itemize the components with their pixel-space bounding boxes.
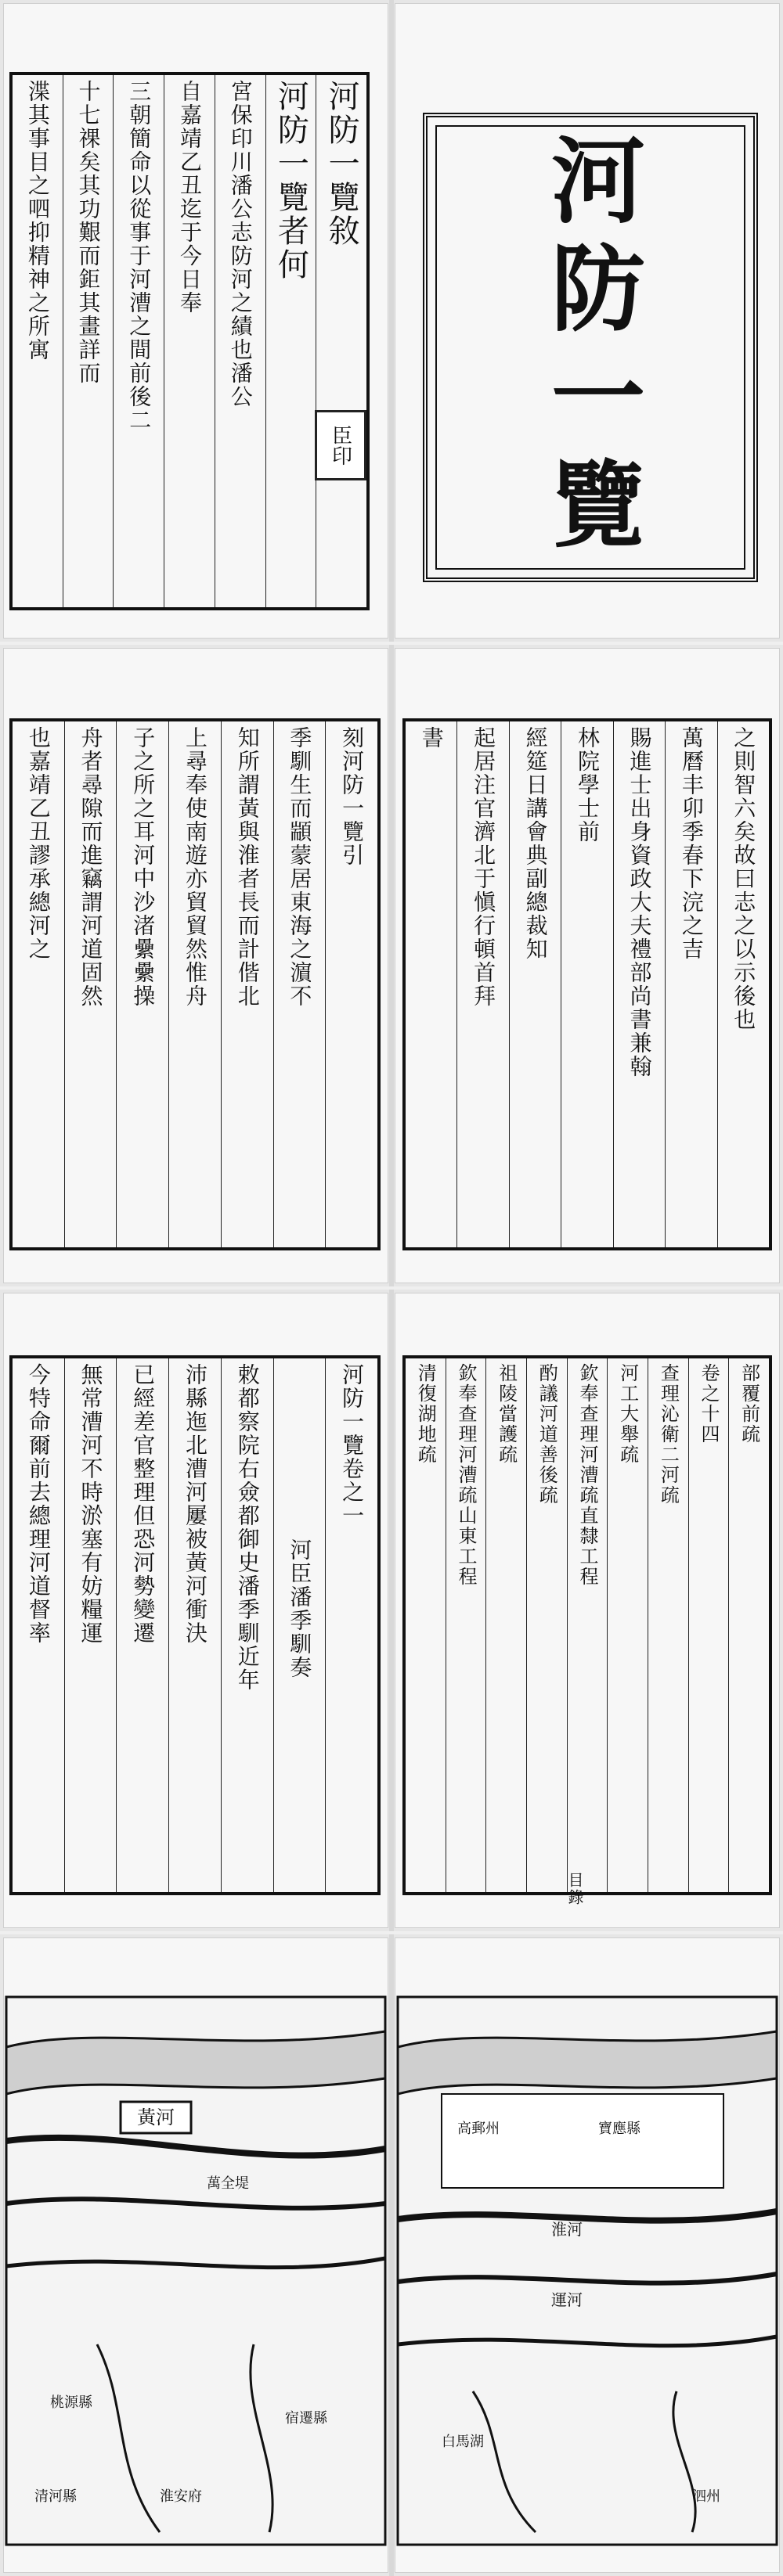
column bbox=[509, 721, 561, 1247]
column-text: 今特命爾前去總理河道督率 bbox=[25, 1363, 52, 1645]
column-text: 上尋奉使南遊亦貿貿然惟舟 bbox=[182, 726, 208, 1008]
column bbox=[717, 721, 769, 1247]
column-text: 自嘉靖乙丑迄于今日奉 bbox=[176, 80, 203, 315]
column bbox=[567, 1358, 608, 1892]
page-fold bbox=[389, 1290, 394, 1931]
column-text: 河臣潘季馴奏 bbox=[287, 1538, 313, 1679]
map-label: 淮安府 bbox=[160, 2488, 202, 2505]
column bbox=[273, 721, 326, 1247]
column-text: 子之所之耳河中沙渚纍纍操 bbox=[130, 726, 157, 1008]
row2-right-page bbox=[395, 648, 780, 1283]
column-text: 沛縣迤北漕河屢被黃河衝決 bbox=[182, 1363, 208, 1645]
river-band bbox=[6, 2031, 385, 2094]
row3-right-page bbox=[395, 1293, 780, 1928]
column-text: 刻河防一覽引 bbox=[339, 726, 366, 867]
column-text: 賜進士出身資政大夫禮部尚書兼翰 bbox=[626, 726, 653, 1078]
page-fold bbox=[389, 1934, 394, 2576]
column bbox=[613, 721, 665, 1247]
column-text: 林院學士前 bbox=[575, 726, 601, 844]
column bbox=[221, 721, 273, 1247]
map-label: 萬全堤 bbox=[207, 2175, 249, 2192]
column-text: 三朝簡命以從事于河漕之間前後二 bbox=[126, 80, 153, 432]
column-text: 經筵日講會典副總裁知 bbox=[522, 726, 549, 961]
column bbox=[607, 1358, 648, 1892]
river-map-right bbox=[395, 1937, 780, 2573]
column-text: 起居注官濟北于愼行頓首拜 bbox=[471, 726, 497, 1008]
page-fold bbox=[389, 645, 394, 1286]
column-text: 渫其事目之呬抑精神之所寓 bbox=[24, 80, 51, 362]
column-text: 十七祼矣其功艱而鉅其畫詳而 bbox=[75, 80, 102, 385]
row1-left-columns bbox=[13, 75, 366, 607]
column-text: 祖陵當護疏 bbox=[495, 1363, 518, 1465]
map-label: 黃河 bbox=[137, 2106, 175, 2128]
column-text: 部覆前疏 bbox=[738, 1363, 760, 1445]
column-text: 查理沁衛二河疏 bbox=[657, 1363, 680, 1506]
column bbox=[688, 1358, 729, 1892]
column bbox=[164, 75, 215, 607]
column bbox=[273, 1358, 326, 1892]
column bbox=[168, 1358, 221, 1892]
row3-left-columns bbox=[13, 1358, 377, 1892]
column bbox=[561, 721, 612, 1247]
map-label: 運河 bbox=[551, 2290, 583, 2309]
row2-left-page bbox=[3, 648, 388, 1283]
column bbox=[648, 1358, 688, 1892]
column bbox=[64, 721, 117, 1247]
map-label: 清河縣 bbox=[34, 2488, 77, 2505]
row1-left-page bbox=[3, 3, 388, 639]
column bbox=[116, 1358, 168, 1892]
title-frame-inner bbox=[435, 125, 745, 570]
column-text: 欽奉查理河漕疏山東工程 bbox=[454, 1363, 477, 1587]
column bbox=[446, 1358, 486, 1892]
row3-left-page bbox=[3, 1293, 388, 1928]
map-label: 高郵州 bbox=[457, 2121, 500, 2137]
column bbox=[728, 1358, 769, 1892]
column-text: 已經差官整理但恐河勢變遷 bbox=[130, 1363, 157, 1645]
map-label: 桃源縣 bbox=[50, 2394, 92, 2411]
column-text: 無常漕河不時淤塞有妨糧運 bbox=[78, 1363, 104, 1645]
column bbox=[64, 1358, 117, 1892]
column-text: 宮保印川潘公志防河之績也潘公 bbox=[227, 80, 254, 408]
column bbox=[221, 1358, 273, 1892]
river-band bbox=[398, 2031, 777, 2094]
column bbox=[406, 721, 456, 1247]
column bbox=[113, 75, 164, 607]
river-map-left bbox=[3, 1937, 388, 2573]
column bbox=[665, 721, 716, 1247]
column bbox=[168, 721, 221, 1247]
column bbox=[485, 1358, 526, 1892]
map-label: 泗州 bbox=[692, 2488, 720, 2505]
seal-stamp bbox=[315, 410, 366, 480]
column bbox=[63, 75, 114, 607]
column bbox=[116, 721, 168, 1247]
column-text: 之則智六矣故曰志之以示後也 bbox=[731, 726, 757, 1031]
column-text: 敕都察院右僉都御史潘季馴近年 bbox=[234, 1363, 261, 1692]
column-text: 清復湖地疏 bbox=[414, 1363, 437, 1465]
row4-right-map-page bbox=[395, 1937, 780, 2573]
text-panel bbox=[442, 2094, 723, 2188]
book-title: 河防一覽 bbox=[536, 131, 646, 563]
column-text: 也嘉靖乙丑謬承總河之 bbox=[25, 726, 52, 961]
row2-left-columns bbox=[13, 721, 377, 1247]
column bbox=[13, 721, 64, 1247]
column bbox=[215, 75, 265, 607]
column-text: 知所謂黃與淮者長而計偕北 bbox=[234, 726, 261, 1008]
row4-left-map-page bbox=[3, 1937, 388, 2573]
map-label: 寶應縣 bbox=[598, 2121, 640, 2137]
column bbox=[13, 1358, 64, 1892]
column-text: 舟者尋隙而進竊謂河道固然 bbox=[78, 726, 104, 1008]
column bbox=[526, 1358, 567, 1892]
column-text: 書 bbox=[418, 726, 445, 750]
row3-right-columns bbox=[406, 1358, 769, 1892]
column bbox=[265, 75, 316, 607]
column bbox=[406, 1358, 446, 1892]
row2-right-columns bbox=[406, 721, 769, 1247]
toc-footer: 目錄 bbox=[565, 1872, 584, 1906]
column bbox=[316, 75, 366, 607]
column-text: 欽奉查理河漕疏直隸工程 bbox=[576, 1363, 598, 1587]
page-fold bbox=[389, 0, 394, 642]
map-label: 宿遷縣 bbox=[285, 2410, 327, 2427]
column bbox=[325, 1358, 377, 1892]
column bbox=[456, 721, 508, 1247]
column-text: 酌議河道善後疏 bbox=[536, 1363, 558, 1506]
column bbox=[13, 75, 63, 607]
seal-text: 臣印 bbox=[328, 425, 352, 466]
map-label: 白馬湖 bbox=[442, 2434, 484, 2450]
column-text: 河工大舉疏 bbox=[616, 1363, 639, 1465]
column-text: 季馴生而顓蒙居東海之濵不 bbox=[287, 726, 313, 1008]
column-text: 河防一覽卷之一 bbox=[339, 1363, 366, 1527]
column-text: 卷之十四 bbox=[697, 1363, 720, 1445]
column bbox=[325, 721, 377, 1247]
column-text: 河防一覽敘 bbox=[323, 80, 360, 248]
column-text: 河防一覽者何 bbox=[272, 80, 309, 282]
column-text: 萬曆丰卯季春下浣之吉 bbox=[678, 726, 705, 961]
row1-right-page bbox=[395, 3, 780, 639]
map-label: 淮河 bbox=[551, 2220, 583, 2239]
